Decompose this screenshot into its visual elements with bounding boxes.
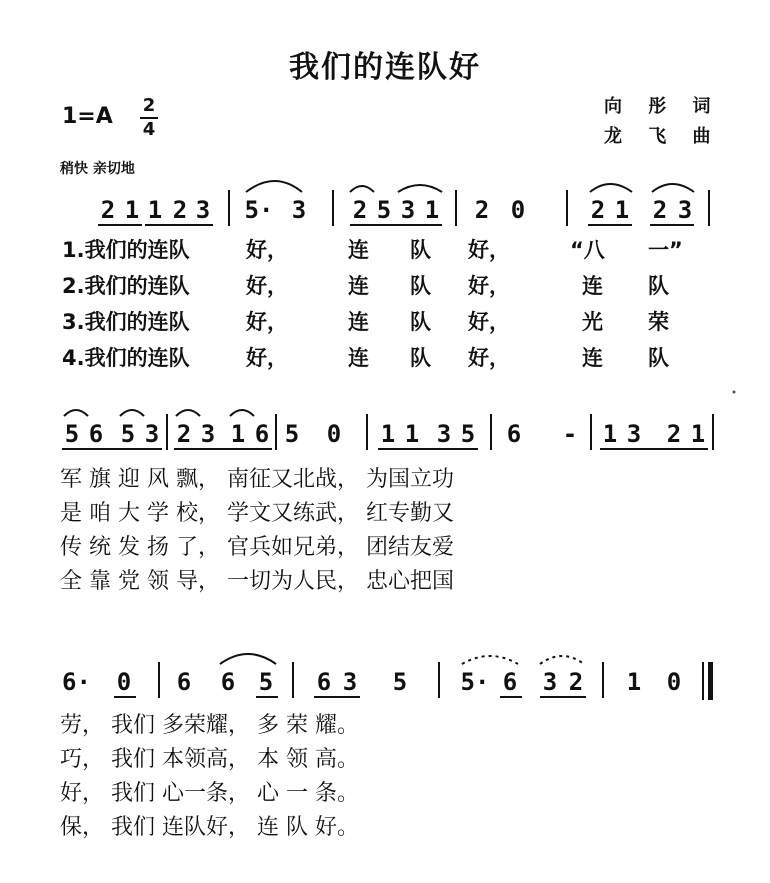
lyric: 3.我们的连队 [62,310,190,334]
lyric: 队 [410,346,431,370]
slur [462,656,518,664]
verse-1: 军 旗 迎 风 飘， 南征又北战， 为国立功 [60,467,454,492]
slur [350,186,374,192]
note: 1 [147,196,163,224]
slur [398,185,442,192]
note: 5 [258,668,274,696]
note: 1 [424,196,440,224]
lyric: 连 [348,346,369,370]
slur [120,410,144,416]
note: 1 [690,420,706,448]
note: 3 [195,196,211,224]
lyric: 4.我们的连队 [62,346,190,370]
note: 5· [244,196,274,224]
note: 6 [88,420,104,448]
slur [590,184,632,192]
lyric: 连 [348,274,369,298]
note: 0 [510,196,526,224]
note: 6 [506,420,522,448]
note: 1 [404,420,420,448]
note: 6 [316,668,332,696]
time-sig-top: 2 [142,95,156,116]
note: 5 [460,420,476,448]
note: 2 [172,196,188,224]
lyric: 好， [246,274,288,298]
slur [64,410,88,416]
lyric: 队 [410,274,431,298]
note: 5 [120,420,136,448]
note: 0 [666,668,682,696]
note: 3 [436,420,452,448]
lyricist-credit: 向 彤 词 [604,96,721,117]
verse-1: 劳， 我们 多荣耀， 多 荣 耀。 [60,713,359,738]
note: 6 [254,420,270,448]
note: 3 [144,420,160,448]
note: 5· [460,668,490,696]
lyric: 好， [468,274,510,298]
verse-4: 全 靠 党 领 导， 一切为人民， 忠心把国 [60,569,454,594]
slur [230,410,254,416]
lyric: 好， [246,310,288,334]
stray-mark [733,391,736,394]
note: 6 [220,668,236,696]
note: 2 [352,196,368,224]
note: 3 [291,196,307,224]
note: 3 [200,420,216,448]
note: 3 [542,668,558,696]
note: 1 [602,420,618,448]
note: 3 [677,196,693,224]
note: 2 [100,196,116,224]
note: 5 [392,668,408,696]
note: 2 [666,420,682,448]
lyric: 好， [468,346,510,370]
lyric: 队 [410,310,431,334]
note: 1 [124,196,140,224]
lyric: 好， [246,346,288,370]
lyric: 队 [648,274,669,298]
lyric: 1.我们的连队 [62,238,190,262]
note: 1 [230,420,246,448]
lyric: 连 [582,346,603,370]
note: 3 [400,196,416,224]
verse-3: 好， 我们 心一条， 心 一 条。 [60,781,359,806]
note: 6 [502,668,518,696]
lyric: 连 [582,274,603,298]
song-title: 我们的连队好 [289,50,481,85]
lyric: 好， [468,238,510,262]
note: 5 [376,196,392,224]
slur [246,181,302,192]
verse-4: 保， 我们 连队好， 连 队 好。 [60,815,359,840]
note: 2 [590,196,606,224]
verse-2: 是 咱 大 学 校， 学文又练武， 红专勤又 [60,501,454,526]
slur [540,656,584,664]
note: 2 [474,196,490,224]
slur [220,654,276,664]
note: 5 [284,420,300,448]
verse-3: 传 统 发 扬 了， 官兵如兄弟， 团结友爱 [60,535,454,560]
lyric: 队 [648,346,669,370]
note: - [562,420,578,448]
lyric: 荣 [648,310,669,334]
note: 2 [652,196,668,224]
note: 2 [176,420,192,448]
lyric: 连 [348,238,369,262]
lyric: 连 [348,310,369,334]
note: 1 [626,668,642,696]
lyric: 好， [468,310,510,334]
lyric: 队 [410,238,431,262]
slur [176,410,200,416]
composer-credit: 龙 飞 曲 [604,126,721,147]
note: 0 [326,420,342,448]
lyric: 光 [582,310,603,334]
lyric: 2.我们的连队 [62,274,190,298]
lyric: “八 [570,238,605,262]
note: 3 [626,420,642,448]
time-sig-bottom: 4 [142,119,156,140]
note: 2 [568,668,584,696]
note: 3 [342,668,358,696]
slur [652,184,694,192]
lyric: 一” [648,238,683,262]
note: 1 [614,196,630,224]
note: 0 [116,668,132,696]
note: 6 [176,668,192,696]
key-signature: 1=A [62,104,113,129]
verse-2: 巧， 我们 本领高， 本 领 高。 [60,747,359,772]
note: 5 [64,420,80,448]
note: 1 [380,420,396,448]
tempo-marking: 稍快 亲切地 [60,161,135,177]
note: 6· [62,668,91,696]
lyric: 好， [246,238,288,262]
